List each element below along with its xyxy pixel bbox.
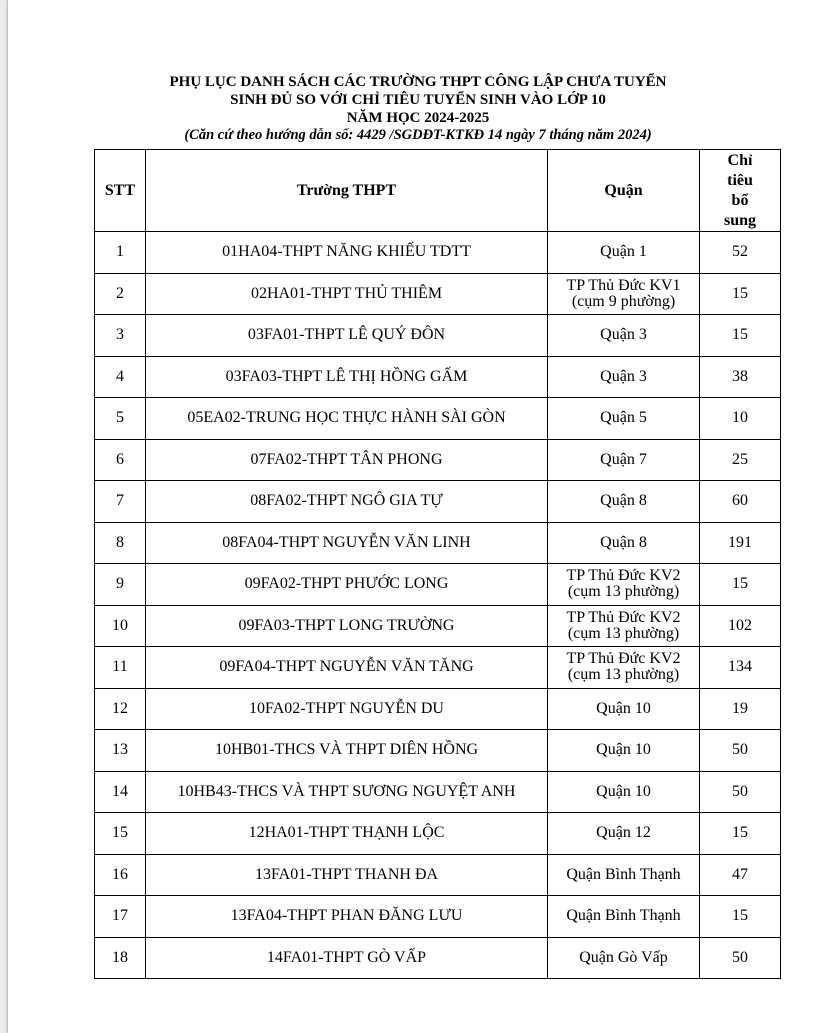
schools-table (94, 149, 781, 979)
cell-district: Quận 8 (548, 481, 700, 523)
cell-quota: 15 (700, 273, 781, 315)
cell-quota: 15 (700, 813, 781, 855)
cell-stt: 12 (95, 688, 146, 730)
cell-district: Quận 10 (548, 688, 700, 730)
cell-quota: 102 (700, 605, 781, 647)
cell-school: 07FA02-THPT TÂN PHONG (146, 439, 548, 481)
cell-quota: 50 (700, 730, 781, 772)
cell-school: 13FA01-THPT THANH ĐA (146, 854, 548, 896)
cell-district: Quận Gò Vấp (548, 937, 700, 979)
cell-quota: 15 (700, 896, 781, 938)
cell-quota: 191 (700, 522, 781, 564)
cell-stt: 6 (95, 439, 146, 481)
cell-quota: 25 (700, 439, 781, 481)
cell-stt: 7 (95, 481, 146, 523)
header-district: Quận (548, 150, 700, 232)
document-heading (8, 73, 828, 143)
cell-quota: 52 (700, 232, 781, 274)
table-row (95, 564, 781, 606)
table-row (95, 896, 781, 938)
cell-stt: 14 (95, 771, 146, 813)
cell-stt: 5 (95, 398, 146, 440)
cell-district: Quận 7 (548, 439, 700, 481)
cell-quota: 47 (700, 854, 781, 896)
cell-school: 08FA04-THPT NGUYỄN VĂN LINH (146, 522, 548, 564)
cell-district: Quận 12 (548, 813, 700, 855)
table-header-row (95, 150, 781, 232)
table-row (95, 688, 781, 730)
cell-quota: 50 (700, 937, 781, 979)
cell-quota: 15 (700, 315, 781, 357)
cell-school: 03FA03-THPT LÊ THỊ HỒNG GẤM (146, 356, 548, 398)
header-quota: Chỉ tiêu bổ sung (700, 150, 781, 232)
heading-line-2: SINH ĐỦ SO VỚI CHỈ TIÊU TUYỂN SINH VÀO LỚP 10 (230, 92, 606, 108)
cell-stt: 13 (95, 730, 146, 772)
cell-school: 10FA02-THPT NGUYỄN DU (146, 688, 548, 730)
table-row (95, 605, 781, 647)
cell-school: 10HB43-THCS VÀ THPT SƯƠNG NGUYỆT ANH (146, 771, 548, 813)
header-school: Trường THPT (146, 150, 548, 232)
table-row (95, 813, 781, 855)
document-page (8, 0, 828, 1033)
cell-district: Quận Bình Thạnh (548, 854, 700, 896)
cell-district: Quận Bình Thạnh (548, 896, 700, 938)
cell-stt: 1 (95, 232, 146, 274)
cell-district: TP Thủ Đức KV2 (cụm 13 phường) (548, 647, 700, 689)
cell-school: 13FA04-THPT PHAN ĐĂNG LƯU (146, 896, 548, 938)
table-row (95, 232, 781, 274)
cell-school: 09FA04-THPT NGUYỄN VĂN TĂNG (146, 647, 548, 689)
cell-stt: 16 (95, 854, 146, 896)
cell-district: TP Thủ Đức KV2 (cụm 13 phường) (548, 605, 700, 647)
cell-school: 05EA02-TRUNG HỌC THỰC HÀNH SÀI GÒN (146, 398, 548, 440)
heading-line-1: PHỤ LỤC DANH SÁCH CÁC TRƯỜNG THPT CÔNG LẬP CHƯA TUYỂN (169, 74, 667, 90)
cell-district: Quận 3 (548, 356, 700, 398)
cell-school: 09FA03-THPT LONG TRƯỜNG (146, 605, 548, 647)
heading-line-3: NĂM HỌC 2024-2025 (346, 110, 490, 126)
table-row (95, 481, 781, 523)
cell-stt: 15 (95, 813, 146, 855)
cell-school: 09FA02-THPT PHƯỚC LONG (146, 564, 548, 606)
cell-quota: 38 (700, 356, 781, 398)
cell-district: Quận 1 (548, 232, 700, 274)
table-row (95, 315, 781, 357)
cell-quota: 134 (700, 647, 781, 689)
table-row (95, 730, 781, 772)
cell-quota: 60 (700, 481, 781, 523)
table-row (95, 439, 781, 481)
table-row (95, 937, 781, 979)
cell-stt: 2 (95, 273, 146, 315)
table-row (95, 522, 781, 564)
cell-quota: 15 (700, 564, 781, 606)
cell-stt: 10 (95, 605, 146, 647)
table-row (95, 398, 781, 440)
cell-school: 12HA01-THPT THẠNH LỘC (146, 813, 548, 855)
cell-district: Quận 10 (548, 771, 700, 813)
cell-quota: 50 (700, 771, 781, 813)
cell-stt: 9 (95, 564, 146, 606)
table-row (95, 647, 781, 689)
cell-school: 08FA02-THPT NGÔ GIA TỰ (146, 481, 548, 523)
cell-stt: 18 (95, 937, 146, 979)
heading-reference: (Căn cứ theo hướng dẫn số: 4429 /SGDĐT-KTKĐ 14 ngày 7 tháng năm 2024) (184, 127, 652, 143)
header-stt: STT (95, 150, 146, 232)
cell-district: Quận 8 (548, 522, 700, 564)
table-row (95, 273, 781, 315)
cell-school: 14FA01-THPT GÒ VẤP (146, 937, 548, 979)
cell-district: Quận 5 (548, 398, 700, 440)
cell-stt: 4 (95, 356, 146, 398)
cell-stt: 8 (95, 522, 146, 564)
cell-school: 01HA04-THPT NĂNG KHIẾU TDTT (146, 232, 548, 274)
table-row (95, 356, 781, 398)
cell-district: TP Thủ Đức KV1 (cụm 9 phường) (548, 273, 700, 315)
cell-district: TP Thủ Đức KV2 (cụm 13 phường) (548, 564, 700, 606)
cell-district: Quận 3 (548, 315, 700, 357)
cell-stt: 11 (95, 647, 146, 689)
table-row (95, 771, 781, 813)
cell-district: Quận 10 (548, 730, 700, 772)
cell-school: 02HA01-THPT THỦ THIÊM (146, 273, 548, 315)
cell-school: 03FA01-THPT LÊ QUÝ ĐÔN (146, 315, 548, 357)
cell-school: 10HB01-THCS VÀ THPT DIÊN HỒNG (146, 730, 548, 772)
table-row (95, 854, 781, 896)
cell-stt: 3 (95, 315, 146, 357)
cell-quota: 19 (700, 688, 781, 730)
cell-stt: 17 (95, 896, 146, 938)
cell-quota: 10 (700, 398, 781, 440)
